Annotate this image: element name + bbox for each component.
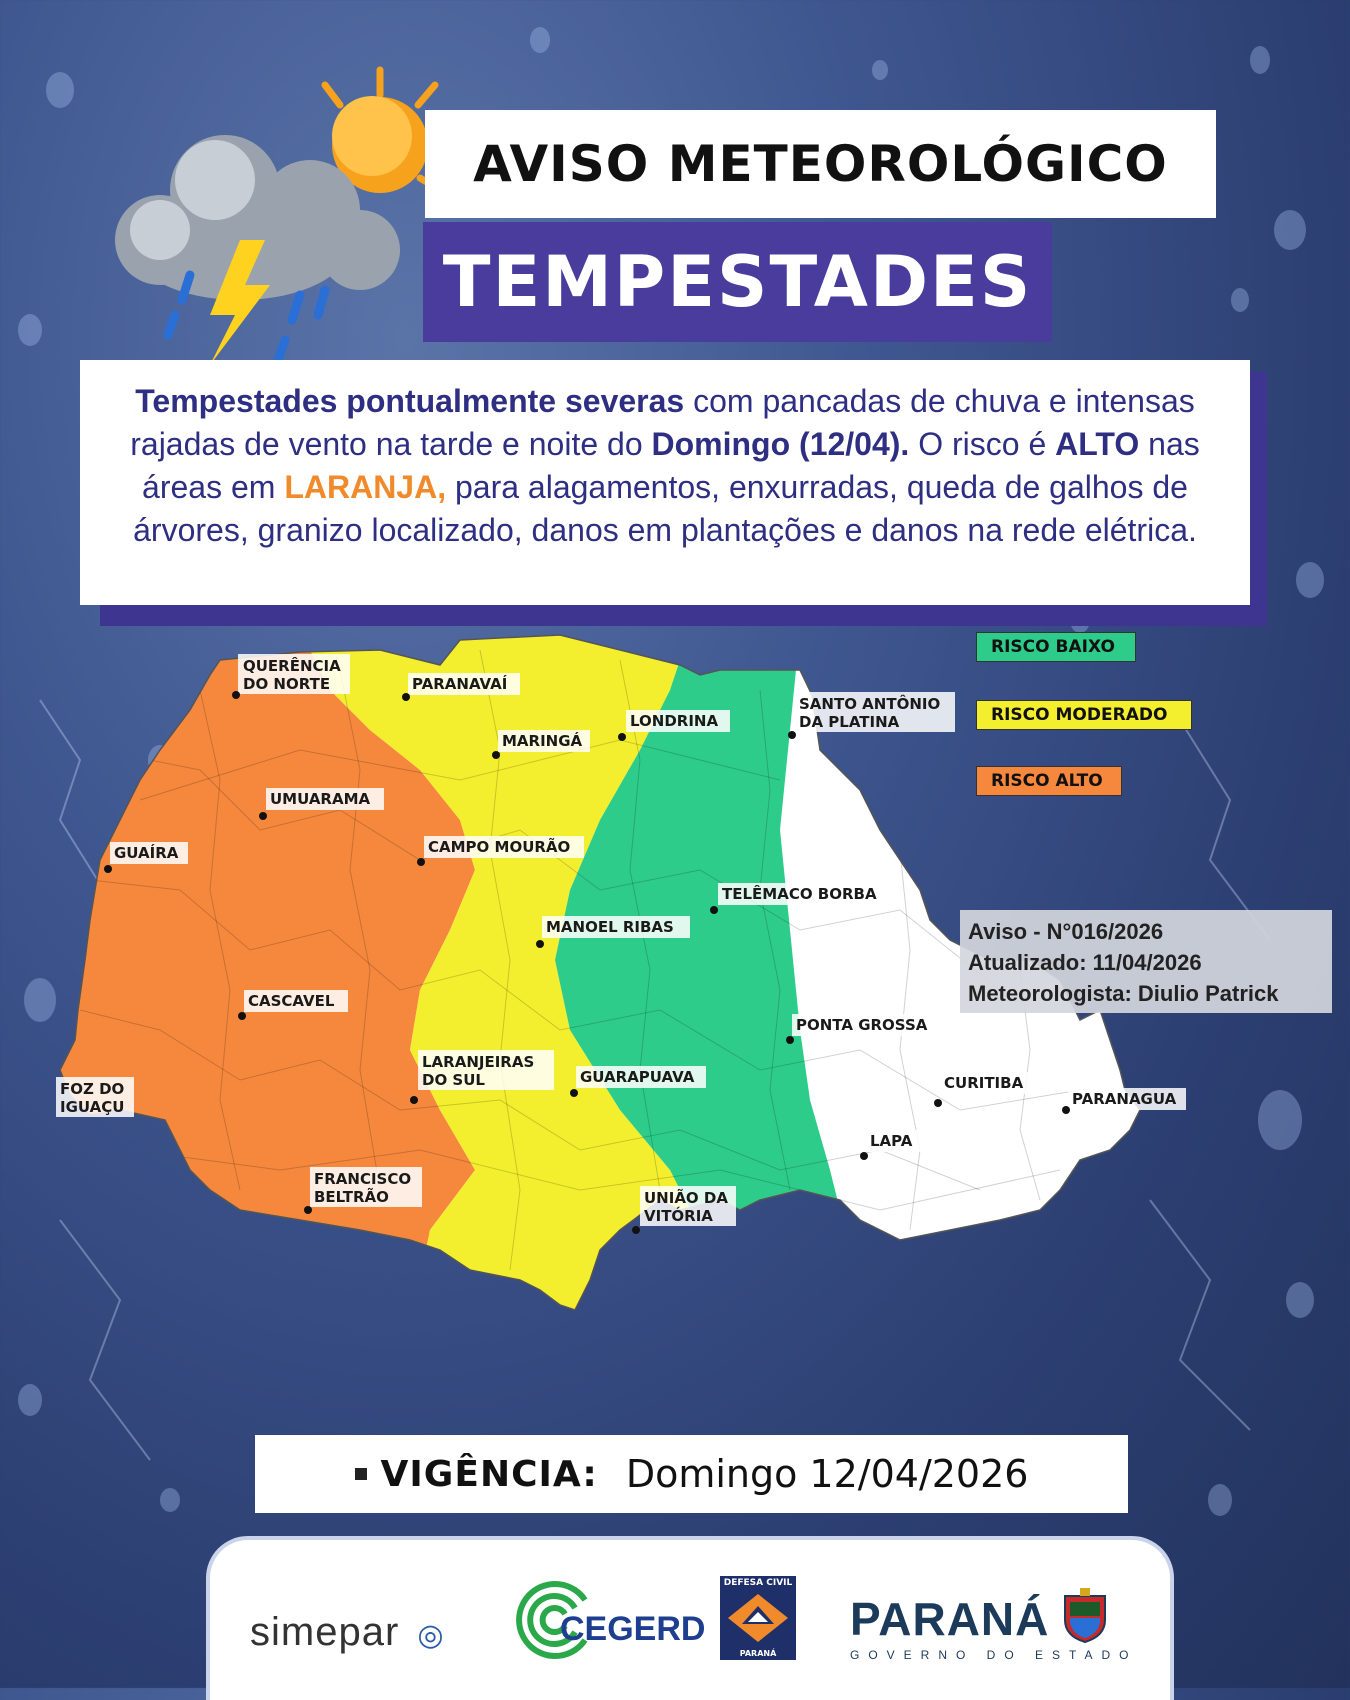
legend-risk-moderate [976, 700, 1192, 730]
desc-bold-3: ALTO [1055, 426, 1140, 462]
risk-map [0, 630, 1350, 1430]
city-foz-2: IGUAÇU [60, 1098, 125, 1116]
legend-risk-low-label: RISCO BAIXO [991, 637, 1115, 657]
city-maringa: MARINGÁ [502, 732, 583, 750]
city-guaira: GUAÍRA [114, 844, 179, 862]
cegerd-text: CEGERD [560, 1610, 706, 1648]
state-crest-icon [1060, 1588, 1110, 1644]
bulletin-number: Aviso - N°016/2026 [968, 919, 1164, 944]
city-santo-antonio-1: SANTO ANTÔNIO [799, 695, 941, 713]
city-manoel-ribas: MANOEL RIBAS [546, 918, 674, 936]
city-guarapuava: GUARAPUAVA [580, 1068, 695, 1086]
page-title: AVISO METEOROLÓGICO [473, 135, 1168, 193]
city-laranjeiras-2: DO SUL [422, 1071, 485, 1089]
bulletin-updated: Atualizado: 11/04/2026 [968, 950, 1202, 975]
defesa-civil-top: DEFESA CIVIL [723, 1578, 793, 1588]
city-uniao-1: UNIÃO DA [644, 1189, 728, 1207]
validity-date: Domingo 12/04/2026 [625, 1452, 1029, 1496]
city-francisco-1: FRANCISCO [314, 1170, 412, 1188]
legend-risk-high [976, 766, 1122, 796]
bulletin-info [960, 910, 1332, 1013]
city-querencia-2: DO NORTE [243, 675, 331, 693]
city-francisco-2: BELTRÃO [314, 1188, 389, 1206]
parana-logo-text: PARANÁ [850, 1593, 1050, 1645]
desc-text-2: O risco é [909, 426, 1056, 462]
signal-icon: ◎ [417, 1619, 445, 1652]
alert-description [80, 360, 1250, 605]
simepar-text: simepar [250, 1610, 400, 1654]
city-ponta-grossa: PONTA GROSSA [796, 1016, 928, 1034]
city-campo-mourao: CAMPO MOURÃO [428, 838, 571, 856]
desc-text-3: nas áreas em [142, 426, 1200, 505]
city-paranavai: PARANAVAÍ [412, 675, 508, 693]
desc-bold-2: Domingo (12/04). [651, 426, 910, 462]
city-santo-antonio-2: DA PLATINA [799, 713, 900, 731]
subtitle-banner [423, 222, 1052, 342]
city-paranagua: PARANAGUA [1072, 1090, 1177, 1108]
desc-text-1: com pancadas de chuva e intensas rajadas de vento na tarde e noite do [130, 383, 1195, 462]
desc-bold-1: Tempestades pontualmente severas [135, 383, 685, 419]
legend-risk-high-label: RISCO ALTO [991, 771, 1103, 791]
city-foz-1: FOZ DO [60, 1080, 125, 1098]
city-londrina: LONDRINA [630, 712, 719, 730]
city-laranjeiras-1: LARANJEIRAS [422, 1053, 535, 1071]
city-telemaco: TELÊMACO BORBA [722, 885, 877, 903]
title-banner [425, 110, 1216, 218]
city-cascavel: CASCAVEL [248, 992, 335, 1010]
validity-banner [255, 1435, 1128, 1513]
alert-type: TEMPESTADES [442, 241, 1033, 323]
legend-risk-low [976, 632, 1136, 662]
governo-text: GOVERNO DO ESTADO [850, 1648, 1138, 1662]
defesa-civil-logo [720, 1576, 796, 1660]
desc-orange: LARANJA, [284, 469, 447, 505]
defesa-civil-bottom: PARANÁ [739, 1649, 777, 1658]
simepar-logo [250, 1610, 445, 1655]
city-querencia-1: QUERÊNCIA [243, 657, 341, 675]
validity-label: VIGÊNCIA: [380, 1453, 598, 1495]
desc-text-4: para alagamentos, enxurradas, queda de galhos de árvores, granizo localizado, danos em plantações e danos na rede elétrica. [133, 469, 1197, 548]
city-lapa: LAPA [870, 1132, 913, 1150]
city-curitiba: CURITIBA [944, 1074, 1024, 1092]
footer-logos [210, 1540, 1170, 1700]
bulletin-meteorologist: Meteorologista: Diulio Patrick [968, 981, 1279, 1006]
city-uniao-2: VITÓRIA [644, 1207, 713, 1225]
legend-risk-moderate-label: RISCO MODERADO [991, 705, 1168, 725]
city-umuarama: UMUARAMA [270, 790, 371, 808]
bullet-icon [355, 1468, 367, 1480]
